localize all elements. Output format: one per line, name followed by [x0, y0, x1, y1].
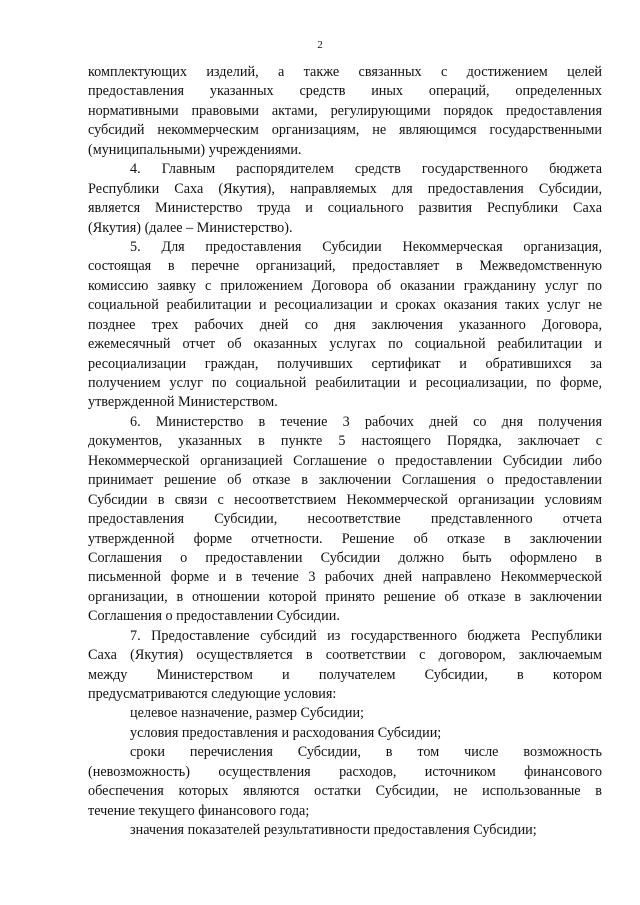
text-line: (невозможность) осуществления расходов, источником финансового [88, 763, 602, 780]
text-line: Субсидии в связи с несоответствием Некоммерческой организации условиям [88, 491, 602, 508]
text-line: Соглашения о предоставлении Субсидии. [88, 608, 340, 625]
text-line: является Министерство труда и социального развития Республики Саха [88, 200, 602, 217]
text-line: Некоммерческой организацией Соглашение о предоставлении Субсидии либо [88, 452, 602, 469]
condition-item [88, 821, 602, 840]
paragraph [88, 413, 602, 627]
text-line: документов, указанных в пункте 5 настоящего Порядка, заключает с [88, 433, 602, 450]
text-line: значения показателей результативности предоставления Субсидии; [130, 822, 537, 839]
text-line: ресоциализации граждан, получивших сертификат и обратившихся за [88, 355, 602, 372]
text-line: принимает решение об отказе в заключении Соглашения о предоставлении [88, 472, 602, 489]
text-line: позднее трех рабочих дней со дня заключения указанного Договора, [88, 316, 602, 333]
text-line: утвержденной Министерством. [88, 394, 278, 411]
condition-item [88, 724, 602, 743]
paragraph [88, 160, 602, 238]
condition-item [88, 743, 602, 821]
text-line: субсидий некоммерческим организациям, не являющимся государственными [88, 122, 602, 139]
text-line: 5. Для предоставления Субсидии Некоммерческая организация, [130, 238, 602, 255]
condition-item [88, 704, 602, 723]
text-line: течение текущего финансового года; [88, 802, 310, 819]
text-line: предоставления Субсидии, несоответствие представленного отчета [88, 511, 602, 528]
paragraph [88, 238, 602, 413]
text-line: предоставления указанных средств иных операций, определенных [88, 83, 602, 100]
text-line: организации, в отношении которой принято решение об отказе в заключении [88, 588, 602, 605]
text-line: (Якутия) (далее – Министерство). [88, 219, 293, 236]
text-line: Республики Саха (Якутия), направляемых для предоставления Субсидии, [88, 180, 602, 197]
text-line: условия предоставления и расходования Субсидии; [130, 724, 442, 741]
text-line: (муниципальными) учреждениями. [88, 141, 302, 158]
text-line: целевое назначение, размер Субсидии; [130, 705, 364, 722]
text-line: предусматриваются следующие условия: [88, 686, 337, 702]
text-line: 4. Главным распорядителем средств государственного бюджета [130, 161, 602, 178]
text-line: социальной реабилитации и ресоциализации и сроках оказания таких услуг не [88, 297, 602, 314]
text-line: между Министерством и получателем Субсидии, в котором [88, 666, 602, 683]
text-line: 7. Предоставление субсидий из государственного бюджета Республики [130, 627, 602, 644]
text-line: сроки перечисления Субсидии, в том числе возможность [130, 744, 602, 761]
text-line: письменной форме и в течение 3 рабочих дней направлено Некоммерческой [88, 569, 602, 586]
text-line: Саха (Якутия) осуществляется в соответствии с договором, заключаемым [88, 647, 602, 664]
text-line: комиссию заявку с приложением Договора об оказании гражданину услуг по [88, 277, 602, 294]
text-line: 6. Министерство в течение 3 рабочих дней со дня получения [130, 413, 602, 430]
paragraph [88, 63, 602, 160]
text-line: Соглашения о предоставлении Субсидии должно быть оформлено в [88, 549, 602, 566]
text-line: обеспечения которых являются остатки Субсидии, не использованные в [88, 783, 602, 800]
text-line: утвержденной форме отчетности. Решение об отказе в заключении [88, 530, 602, 547]
page-number: 2 [317, 39, 323, 51]
text-line: состоящая в перечне организаций, предоставляет в Межведомственную [88, 258, 602, 275]
text-line: получением услуг по социальной реабилитации и ресоциализации, по форме, [88, 375, 602, 391]
document-body [88, 63, 602, 841]
paragraph [88, 627, 602, 705]
text-line: нормативными правовыми актами, регулирующими порядок предоставления [88, 102, 602, 119]
text-line: комплектующих изделий, а также связанных с достижением целей [88, 64, 602, 80]
text-line: ежемесячный отчет об оказанных услугах по социальной реабилитации и [88, 336, 602, 353]
